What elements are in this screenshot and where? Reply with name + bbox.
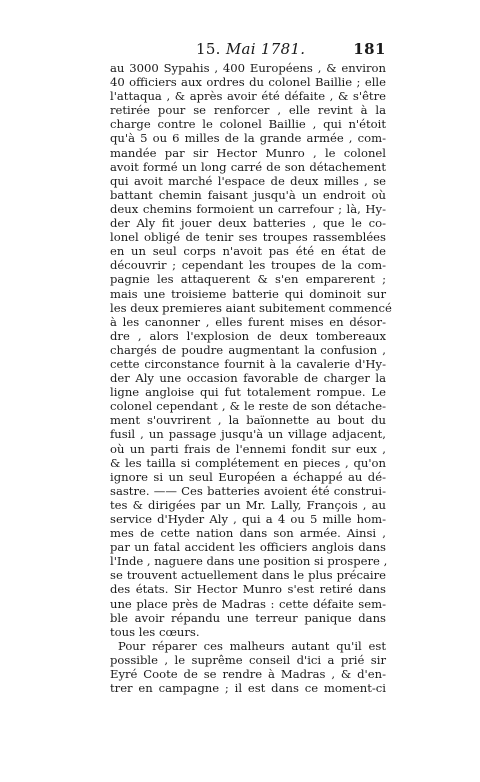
text-line: se trouvent actuellement dans le plus précaire <box>110 568 386 583</box>
text-line: ignore si un seul Européen a échappé au dé- <box>110 469 386 484</box>
text-line: ment s'ouvrirent , la baïonnette au bout du <box>110 413 386 428</box>
running-head-date: Mai 1781. <box>225 40 306 58</box>
text-line: qu'à 5 ou 6 milles de la grande armée , com- <box>110 131 386 146</box>
text-line: 40 officiers aux ordres du colonel Baillie ; elle <box>110 75 386 90</box>
text-line: avoit formé un long carré de son détachement <box>110 159 386 174</box>
text-line: sastre. —— Ces batteries avoient été construi- <box>110 483 386 498</box>
text-line: les deux premieres aiant subitement commencé <box>110 300 392 315</box>
text-line: ligne angloise qui fut totalement rompue. Le <box>110 385 386 400</box>
text-line: der Aly une occasion favorable de charger la <box>110 371 386 386</box>
page-header <box>110 40 386 62</box>
text-line: où un parti frais de l'ennemi fondit sur eux , <box>110 441 386 456</box>
text-line: & les tailla si complétement en pieces , qu'on <box>110 455 386 470</box>
text-line: trer en campagne ; il est dans ce moment-ci <box>110 681 386 696</box>
text-line: chargés de poudre augmentant la confusion , <box>110 342 386 357</box>
text-line: qui avoit marché l'espace de deux milles , se <box>110 173 386 188</box>
text-line: battant chemin faisant jusqu'à un endroit où <box>110 187 386 202</box>
text-line: Pour réparer ces malheurs autant qu'il est <box>118 638 386 653</box>
text-line: découvrir ; cependant les troupes de la com- <box>110 258 386 273</box>
text-line: tes & dirigées par un Mr. Lally, François , au <box>110 497 386 512</box>
text-line: retirée pour se renforcer , elle revint à la <box>110 103 386 118</box>
text-line: au 3000 Sypahis , 400 Européens , & environ <box>110 61 386 75</box>
text-line: à les canonner , elles furent mises en désor- <box>110 314 386 329</box>
text-line: mais une troisieme batterie qui dominoit sur <box>110 286 386 301</box>
text-line: en un seul corps n'avoit pas été en état de <box>110 244 386 259</box>
body-text <box>110 61 392 696</box>
text-line: ble avoir répandu une terreur panique dans <box>110 610 386 625</box>
page-number: 181 <box>353 40 386 58</box>
text-line: colonel cependant , & le reste de son détache- <box>110 399 386 414</box>
text-line: l'Inde , naguere dans une position si prospere , <box>110 554 388 569</box>
running-head <box>196 40 305 58</box>
text-line: Eyré Coote de se rendre à Madras , & d'en- <box>110 667 386 682</box>
text-line: service d'Hyder Aly , qui a 4 ou 5 mille hom- <box>110 512 386 526</box>
text-line: der Aly fit jouer deux batteries , que le co- <box>110 216 386 231</box>
text-line: dre , alors l'explosion de deux tombereaux <box>110 328 386 343</box>
text-line: mes de cette nation dans son armée. Ainsi , <box>110 526 386 541</box>
text-line: fusil , un passage jusqu'à un village adjacent, <box>110 427 386 442</box>
text-line: tous les cœurs. <box>110 624 200 639</box>
text-line: charge contre le colonel Baillie , qui n'étoit <box>110 117 386 132</box>
text-line: lonel obligé de tenir ses troupes rassemblées <box>110 230 386 245</box>
text-line: des états. Sir Hector Munro s'est retiré dans <box>110 582 386 597</box>
text-line: cette circonstance fournit à la cavalerie d'Hy- <box>110 356 386 371</box>
text-line: une place près de Madras : cette défaite sem- <box>110 596 386 611</box>
running-head-prefix: 15. <box>196 40 221 58</box>
text-line: possible , le suprême conseil d'ici a prié sir <box>110 652 386 667</box>
text-line: pagnie les attaquerent & s'en emparerent ; <box>110 272 386 287</box>
text-line: l'attaqua , & après avoir été défaite , & s'être <box>110 89 386 104</box>
text-line: par un fatal accident les officiers anglois dans <box>110 540 386 555</box>
text-line: mandée par sir Hector Munro , le colonel <box>110 145 386 160</box>
text-line: deux chemins formoient un carrefour ; là, Hy- <box>110 201 386 216</box>
